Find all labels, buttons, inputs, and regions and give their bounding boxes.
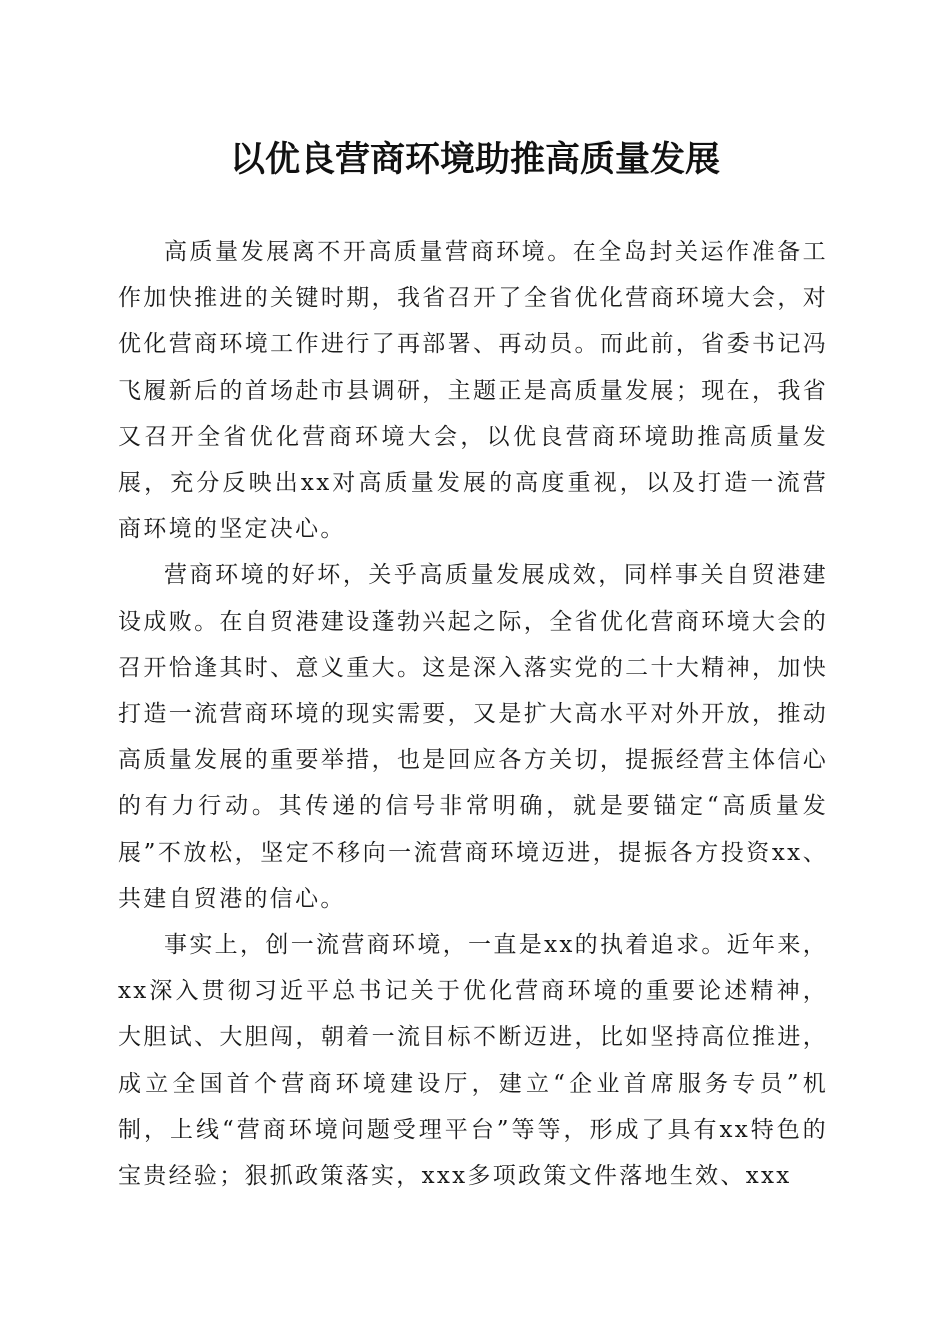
paragraph-2: 营商环境的好坏，关乎高质量发展成效，同样事关自贸港建设成败。在自贸港建设蓬勃兴起之际，全省优化营商环境大会的召开恰逢其时、意义重大。这是深入落实党的二十大精神，加快打造一流营商环境的现实需要，又是扩大高水平对外开放，推动高质量发展的重要举措，也是回应各方关切，提振经营主体信心的有力行动。其传递的信号非常明确，就是要锚定“高质量发展”不放松，坚定不移向一流营商环境迈进，提振各方投资xx、共建自贸港的信心。 — [118, 562, 828, 912]
paragraph-1: 高质量发展离不开高质量营商环境。在全岛封关运作准备工作加快推进的关键时期，我省召开了全省优化营商环境大会，对优化营商环境工作进行了再部署、再动员。而此前，省委书记冯飞履新后的首场赴市县调研，主题正是高质量发展；现在，我省又召开全省优化营商环境大会，以优良营商环境助推高质量发展，充分反映出xx对高质量发展的高度重视，以及打造一流营商环境的坚定决心。 — [118, 239, 828, 543]
document-title: 以优良营商环境助推高质量发展 — [229, 139, 720, 180]
document-body — [118, 229, 828, 1199]
paragraph-3: 事实上，创一流营商环境，一直是xx的执着追求。近年来，xx深入贯彻习近平总书记关于优化营商环境的重要论述精神，大胆试、大胆闯，朝着一流目标不断迈进，比如坚持高位推进，成立全国首个营商环境建设厅，建立“企业首席服务专员”机制，上线“营商环境问题受理平台”等等，形成了具有xx特色的宝贵经验；狠抓政策落实，xxx多项政策文件落地生效、xxx — [118, 932, 828, 1190]
